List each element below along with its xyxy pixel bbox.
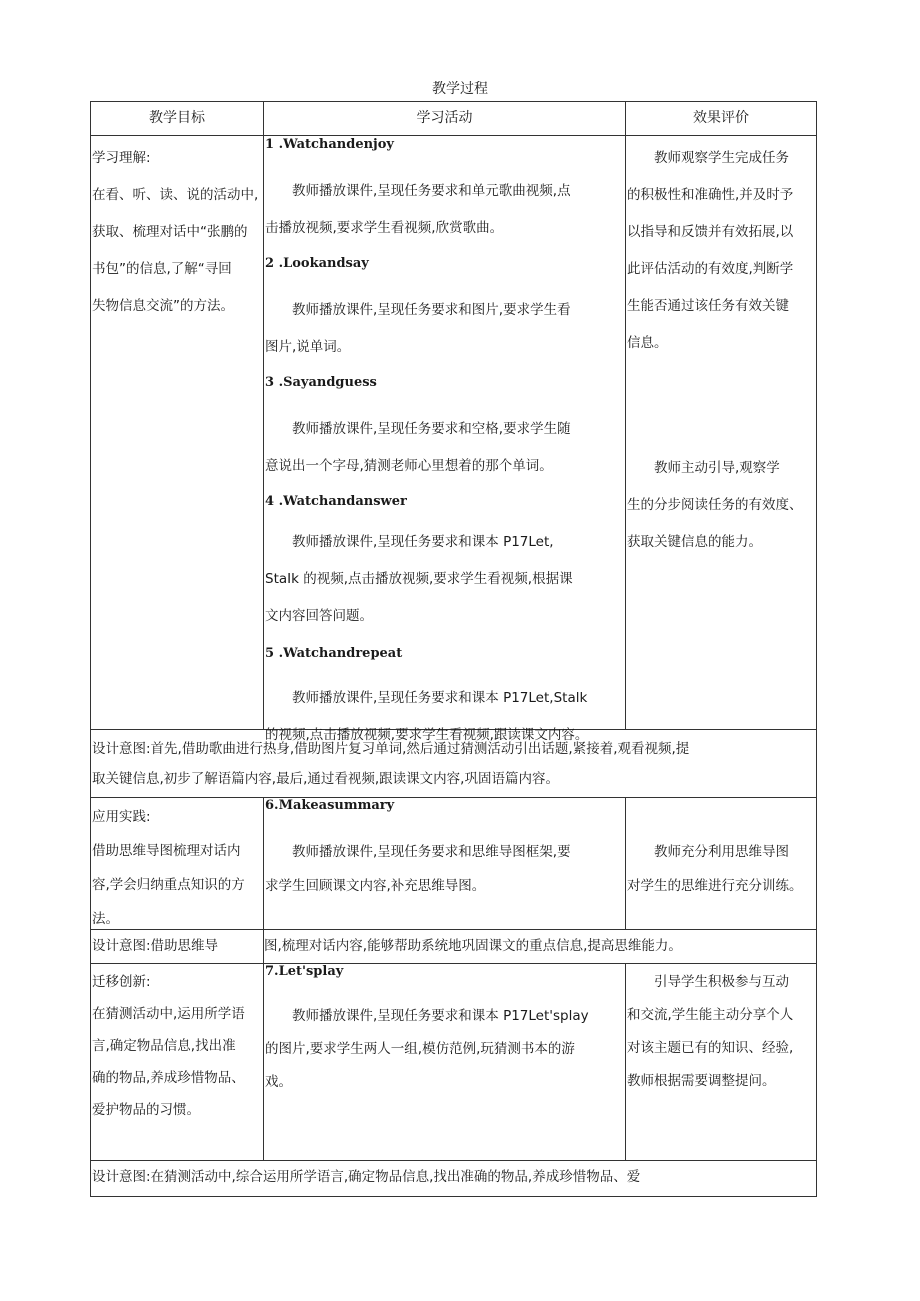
eval-line: 的积极性和准确性,并及时予 (627, 187, 794, 203)
step-line: 教师播放课件,呈现任务要求和课本 P17Let,Stalk (292, 690, 588, 706)
goal-line: 爱护物品的习惯。 (92, 1102, 200, 1118)
step-line: 教师播放课件,呈现任务要求和思维导图框架,要 (292, 844, 571, 860)
eval-line: 对学生的思维进行充分训练。 (627, 878, 803, 894)
goal-cell-1 (92, 140, 264, 325)
goal-line: 在猜测活动中,运用所学语 (92, 1006, 245, 1022)
goal-title: 应用实践: (92, 809, 151, 825)
step-title: 1 .Watchandenjoy (265, 137, 394, 152)
design-line: 取关键信息,初步了解语篇内容,最后,通过看视频,跟读课文内容,巩固语篇内容。 (92, 771, 559, 787)
goal-title: 学习理解: (92, 150, 151, 166)
step-line: 求学生回顾课文内容,补充思维导图。 (265, 878, 486, 894)
step-line: 教师播放课件,呈现任务要求和图片,要求学生看 (292, 302, 571, 318)
eval-line: 引导学生积极参与互动 (654, 974, 789, 990)
design-cell-2-right: 图,梳理对话内容,能够帮助系统地巩固课文的重点信息,提高思维能力。 (264, 938, 682, 954)
goal-title: 迁移创新: (92, 974, 151, 990)
eval-line: 生能否通过该任务有效关键 (627, 298, 789, 314)
step-line: 教师播放课件,呈现任务要求和单元歌曲视频,点 (292, 183, 571, 199)
goal-cell-3 (92, 966, 264, 1126)
eval-line: 以指导和反馈并有效拓展,以 (627, 224, 794, 240)
header-goal: 教学目标 (149, 110, 205, 126)
design-cell-3: 设计意图:在猜测活动中,综合运用所学语言,确定物品信息,找出准确的物品,养成珍惜物品、爱 (92, 1169, 641, 1185)
design-cell-1 (92, 734, 818, 794)
step-line: 文内容回答问题。 (265, 608, 373, 624)
step-line: 教师播放课件,呈现任务要求和课本 P17Let'splay (292, 1008, 589, 1024)
activity-cell-1 (265, 126, 627, 754)
step-line: 戏。 (265, 1074, 292, 1090)
step-line: 击播放视频,要求学生看视频,欣赏歌曲。 (265, 220, 504, 236)
step-title: 3 .Sayandguess (265, 375, 377, 390)
step-title: 4 .Watchandanswer (265, 494, 407, 509)
step-line: 教师播放课件,呈现任务要求和课本 P17Let, (292, 534, 554, 550)
eval-cell-2 (627, 835, 817, 903)
header-activity: 学习活动 (416, 110, 473, 126)
eval-line: 信息。 (627, 335, 668, 351)
goal-line: 失物信息交流”的方法。 (92, 298, 234, 314)
eval-cell-1a (627, 140, 817, 362)
activity-cell-3 (265, 955, 627, 1099)
design-line: 设计意图:首先,借助歌曲进行热身,借助图片复习单词,然后通过猜测活动引出话题,紧接着,观看视频,提 (92, 741, 690, 757)
eval-cell-1b (627, 450, 817, 561)
goal-line: 获取、梳理对话中“张鹏的 (92, 224, 248, 240)
goal-line: 在看、听、读、说的活动中, (92, 187, 259, 203)
eval-line: 教师主动引导,观察学 (654, 460, 780, 476)
step-line: 图片,说单词。 (265, 339, 351, 355)
design-cell-2-left: 设计意图:借助思维导 (92, 938, 219, 954)
step-title: 2 .Lookandsay (265, 256, 369, 271)
eval-line: 对该主题已有的知识、经验, (627, 1040, 794, 1056)
eval-line: 教师观察学生完成任务 (654, 150, 789, 166)
eval-line: 生的分步阅读任务的有效度、 (627, 497, 803, 513)
eval-line: 此评估活动的有效度,判断学 (627, 261, 794, 277)
step-title: 6.Makeasummary (265, 798, 395, 813)
goal-line: 借助思维导图梳理对话内 (92, 843, 241, 859)
step-line: 意说出一个字母,猜测老师心里想着的那个单词。 (265, 458, 553, 474)
goal-line: 言,确定物品信息,找出准 (92, 1038, 236, 1054)
step-line: 教师播放课件,呈现任务要求和空格,要求学生随 (292, 421, 571, 437)
goal-cell-2 (92, 800, 264, 936)
eval-line: 教师根据需要调整提问。 (627, 1073, 776, 1089)
eval-cell-3 (627, 966, 817, 1098)
eval-line: 教师充分利用思维导图 (654, 844, 789, 860)
eval-line: 获取关键信息的能力。 (627, 534, 762, 550)
step-line: StaIk 的视频,点击播放视频,要求学生看视频,根据课 (265, 571, 573, 587)
step-title: 7.Let'splay (265, 964, 344, 979)
table-caption: 教学过程 (432, 81, 488, 97)
step-line: 的视频,点击播放视频,要求学生看视频,跟读课文内容。 (265, 727, 589, 743)
goal-line: 确的物品,养成珍惜物品、 (92, 1070, 245, 1086)
eval-line: 和交流,学生能主动分享个人 (627, 1007, 794, 1023)
goal-line: 书包”的信息,了解“寻回 (92, 261, 232, 277)
activity-cell-2 (265, 789, 627, 903)
header-eval: 效果评价 (693, 110, 749, 126)
goal-line: 容,学会归纳重点知识的方 (92, 877, 245, 893)
step-title: 5 .Watchandrepeat (265, 646, 403, 661)
step-line: 的图片,要求学生两人一组,模仿范例,玩猜测书本的游 (265, 1041, 575, 1057)
goal-line: 法。 (92, 911, 119, 927)
